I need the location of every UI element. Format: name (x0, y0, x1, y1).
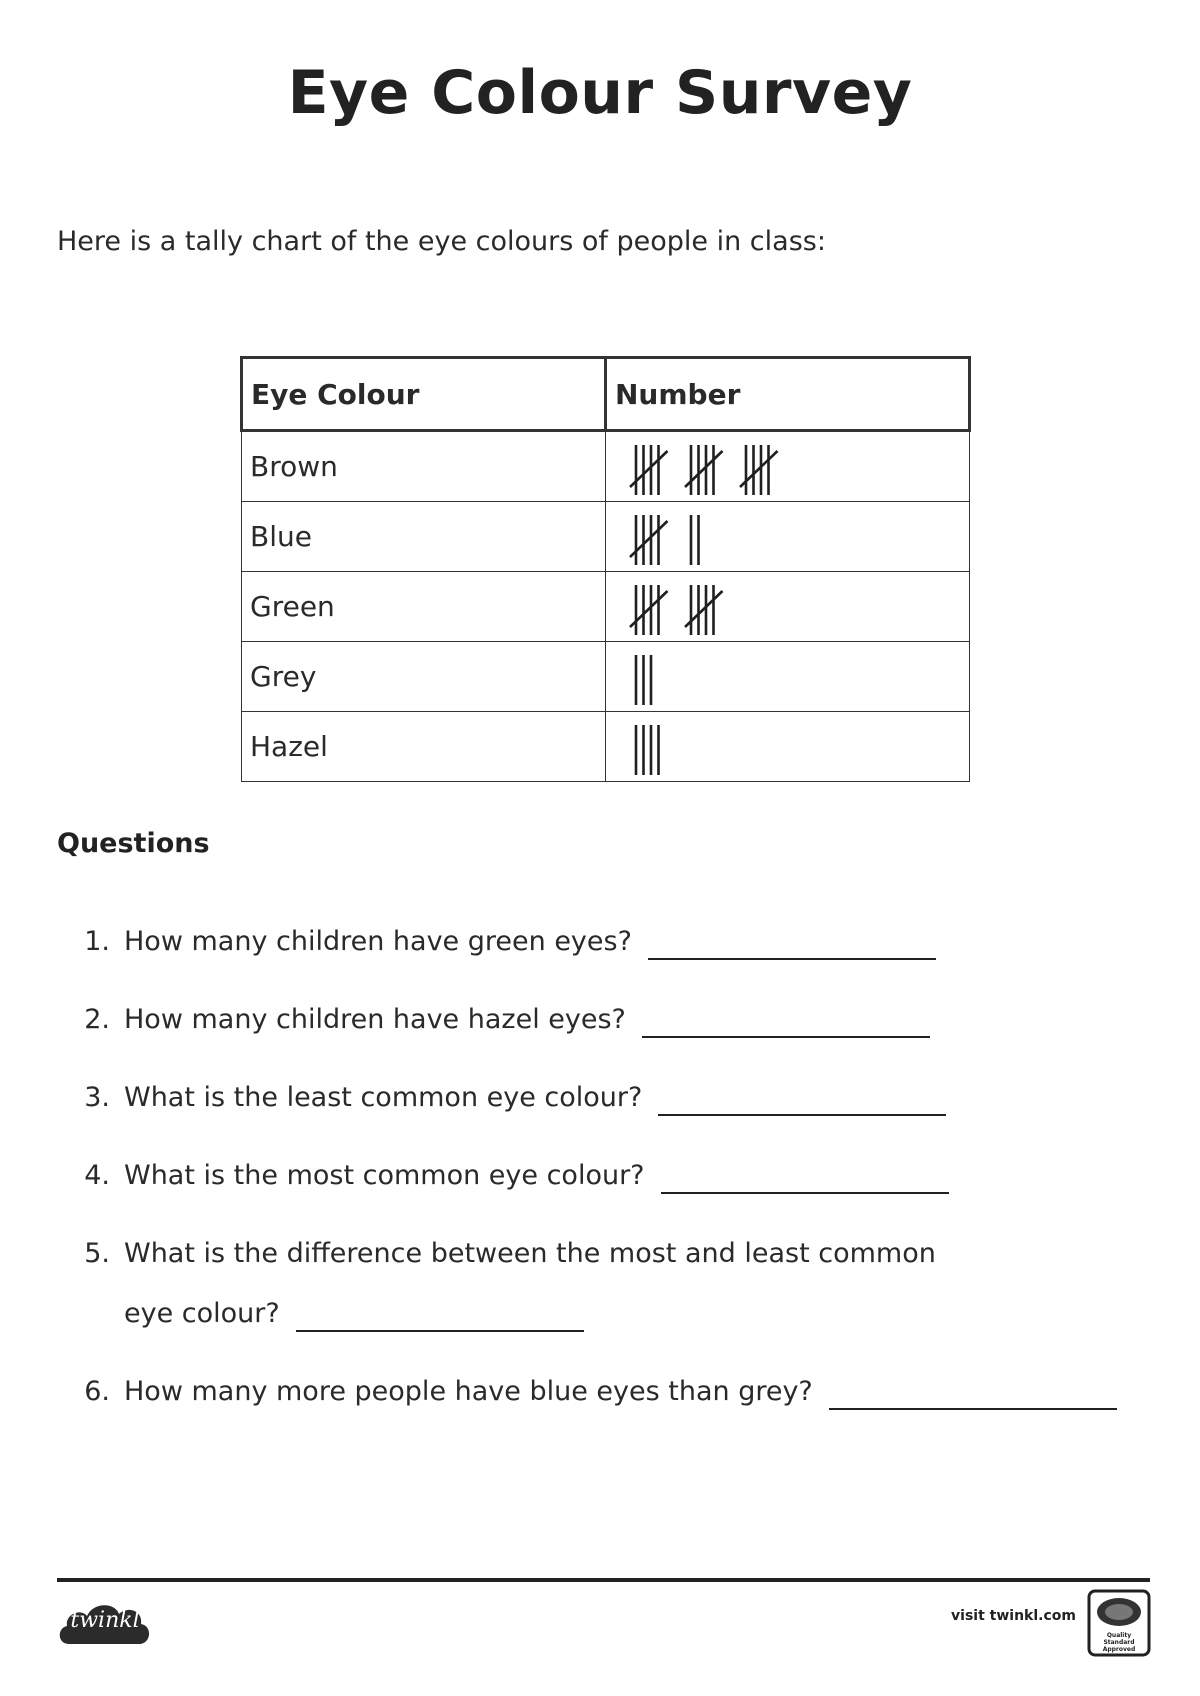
badge-caption: Quality Standard Approved (1102, 1632, 1136, 1653)
table-row (242, 642, 970, 712)
question-continuation (124, 1298, 584, 1332)
table-row (242, 712, 970, 782)
quality-badge (1086, 1588, 1152, 1658)
questions-heading: Questions (57, 828, 210, 859)
twinkl-logo (55, 1596, 155, 1652)
question-number: 1. (84, 926, 110, 957)
tally-marks (614, 717, 954, 777)
tally-marks (614, 577, 954, 637)
answer-line[interactable] (661, 1192, 949, 1194)
intro-text: Here is a tally chart of the eye colours of people in class: (57, 226, 826, 257)
tally-marks (614, 647, 954, 707)
table-header-row (242, 358, 970, 431)
eye-colour-cell: Hazel (242, 712, 606, 782)
question-4 (62, 1160, 949, 1194)
tally-cell (606, 712, 970, 782)
header-eye-colour: Eye Colour (242, 358, 606, 431)
header-number: Number (606, 358, 970, 431)
answer-line[interactable] (642, 1036, 930, 1038)
question-1 (62, 926, 936, 960)
answer-line[interactable] (296, 1330, 584, 1332)
question-text: How many more people have blue eyes than grey? (124, 1376, 813, 1407)
question-2 (62, 1004, 930, 1038)
question-text: What is the least common eye colour? (124, 1082, 643, 1113)
question-text-continued: eye colour? (124, 1298, 280, 1329)
answer-line[interactable] (829, 1408, 1117, 1410)
table-row (242, 431, 970, 502)
tally-cell (606, 572, 970, 642)
footer-divider (57, 1578, 1150, 1582)
eye-colour-cell: Brown (242, 431, 606, 502)
logo-text: twinkl (70, 1608, 140, 1633)
question-text: What is the difference between the most and least common (124, 1238, 936, 1269)
eye-colour-cell: Blue (242, 502, 606, 572)
tally-cell (606, 431, 970, 502)
answer-line[interactable] (658, 1114, 946, 1116)
answer-line[interactable] (648, 958, 936, 960)
table-row (242, 502, 970, 572)
eye-colour-cell: Grey (242, 642, 606, 712)
tally-cell (606, 502, 970, 572)
question-number: 3. (84, 1082, 110, 1113)
tally-marks (614, 437, 954, 497)
question-6 (62, 1376, 1117, 1410)
eye-colour-cell: Green (242, 572, 606, 642)
question-number: 5. (84, 1238, 110, 1269)
question-number: 2. (84, 1004, 110, 1035)
question-number: 4. (84, 1160, 110, 1191)
question-3 (62, 1082, 946, 1116)
tally-cell (606, 642, 970, 712)
tally-table (240, 356, 971, 782)
question-text: What is the most common eye colour? (124, 1160, 645, 1191)
page-title: Eye Colour Survey (287, 58, 913, 128)
question-text: How many children have green eyes? (124, 926, 632, 957)
question-number: 6. (84, 1376, 110, 1407)
table-row (242, 572, 970, 642)
question-5 (62, 1238, 936, 1329)
question-text: How many children have hazel eyes? (124, 1004, 626, 1035)
tally-marks (614, 507, 954, 567)
visit-link[interactable]: visit twinkl.com (951, 1608, 1076, 1624)
